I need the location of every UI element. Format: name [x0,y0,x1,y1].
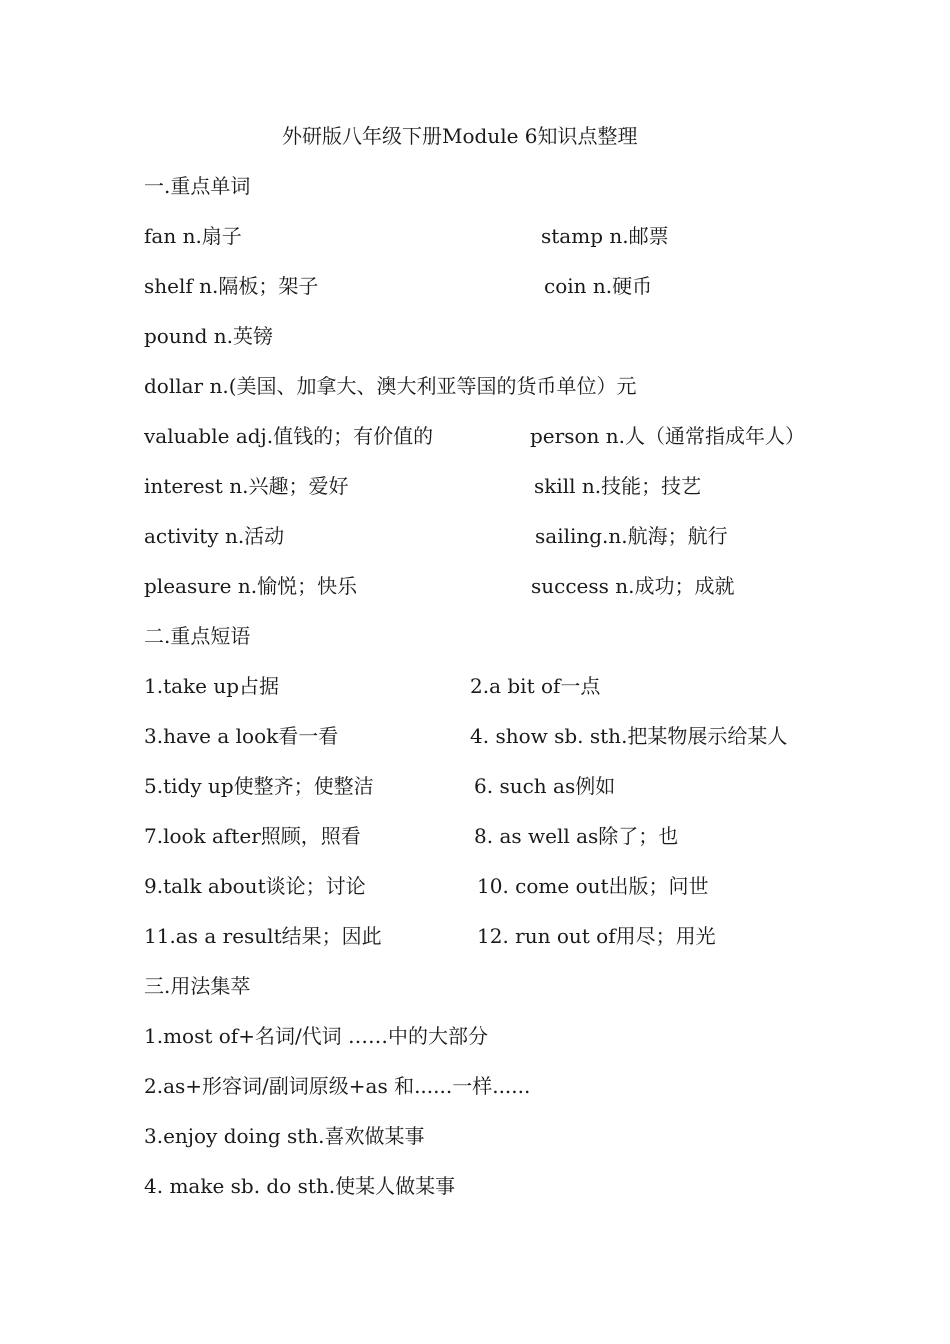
vocab-item: success n.成功；成就 [531,574,735,598]
vocab-item: stamp n.邮票 [541,224,669,248]
vocab-item: activity n.活动 [144,524,285,548]
vocab-item: person n.人（通常指成年人） [530,424,805,448]
usage-item: 1.most of+名词/代词 ……中的大部分 [144,1024,489,1048]
phrase-item: 12. run out of用尽；用光 [477,924,716,948]
phrase-item: 9.talk about谈论；讨论 [144,874,366,898]
vocab-item: fan n.扇子 [144,224,242,248]
vocab-item: sailing.n.航海；航行 [535,524,728,548]
phrase-item: 5.tidy up使整齐；使整洁 [144,774,374,798]
usage-item: 3.enjoy doing sth.喜欢做某事 [144,1124,425,1148]
usage-item: 4. make sb. do sth.使某人做某事 [144,1174,456,1198]
vocab-item: coin n.硬币 [544,274,653,298]
phrase-item: 1.take up占据 [144,674,280,698]
phrase-item: 10. come out出版；问世 [477,874,709,898]
vocab-item: valuable adj.值钱的；有价值的 [144,424,434,448]
section-heading-usage: 三.用法集萃 [144,974,251,998]
page-title: 外研版八年级下册Module 6知识点整理 [282,124,638,148]
usage-item: 2.as+形容词/副词原级+as 和......一样...... [144,1074,531,1098]
vocab-item: shelf n.隔板；架子 [144,274,319,298]
vocab-item: pound n.英镑 [144,324,274,348]
section-heading-phrases: 二.重点短语 [144,624,251,648]
phrase-item: 8. as well as除了；也 [474,824,679,848]
phrase-item: 2.a bit of一点 [470,674,601,698]
vocab-item: pleasure n.愉悦；快乐 [144,574,358,598]
vocab-item: interest n.兴趣；爱好 [144,474,349,498]
vocab-item: skill n.技能；技艺 [534,474,702,498]
section-heading-vocab: 一.重点单词 [144,174,251,198]
phrase-item: 6. such as例如 [474,774,616,798]
phrase-item: 4. show sb. sth.把某物展示给某人 [470,724,788,748]
phrase-item: 11.as a result结果；因此 [144,924,382,948]
vocab-item: dollar n.(美国、加拿大、澳大利亚等国的货币单位）元 [144,374,637,398]
phrase-item: 7.look after照顾，照看 [144,824,361,848]
phrase-item: 3.have a look看一看 [144,724,339,748]
